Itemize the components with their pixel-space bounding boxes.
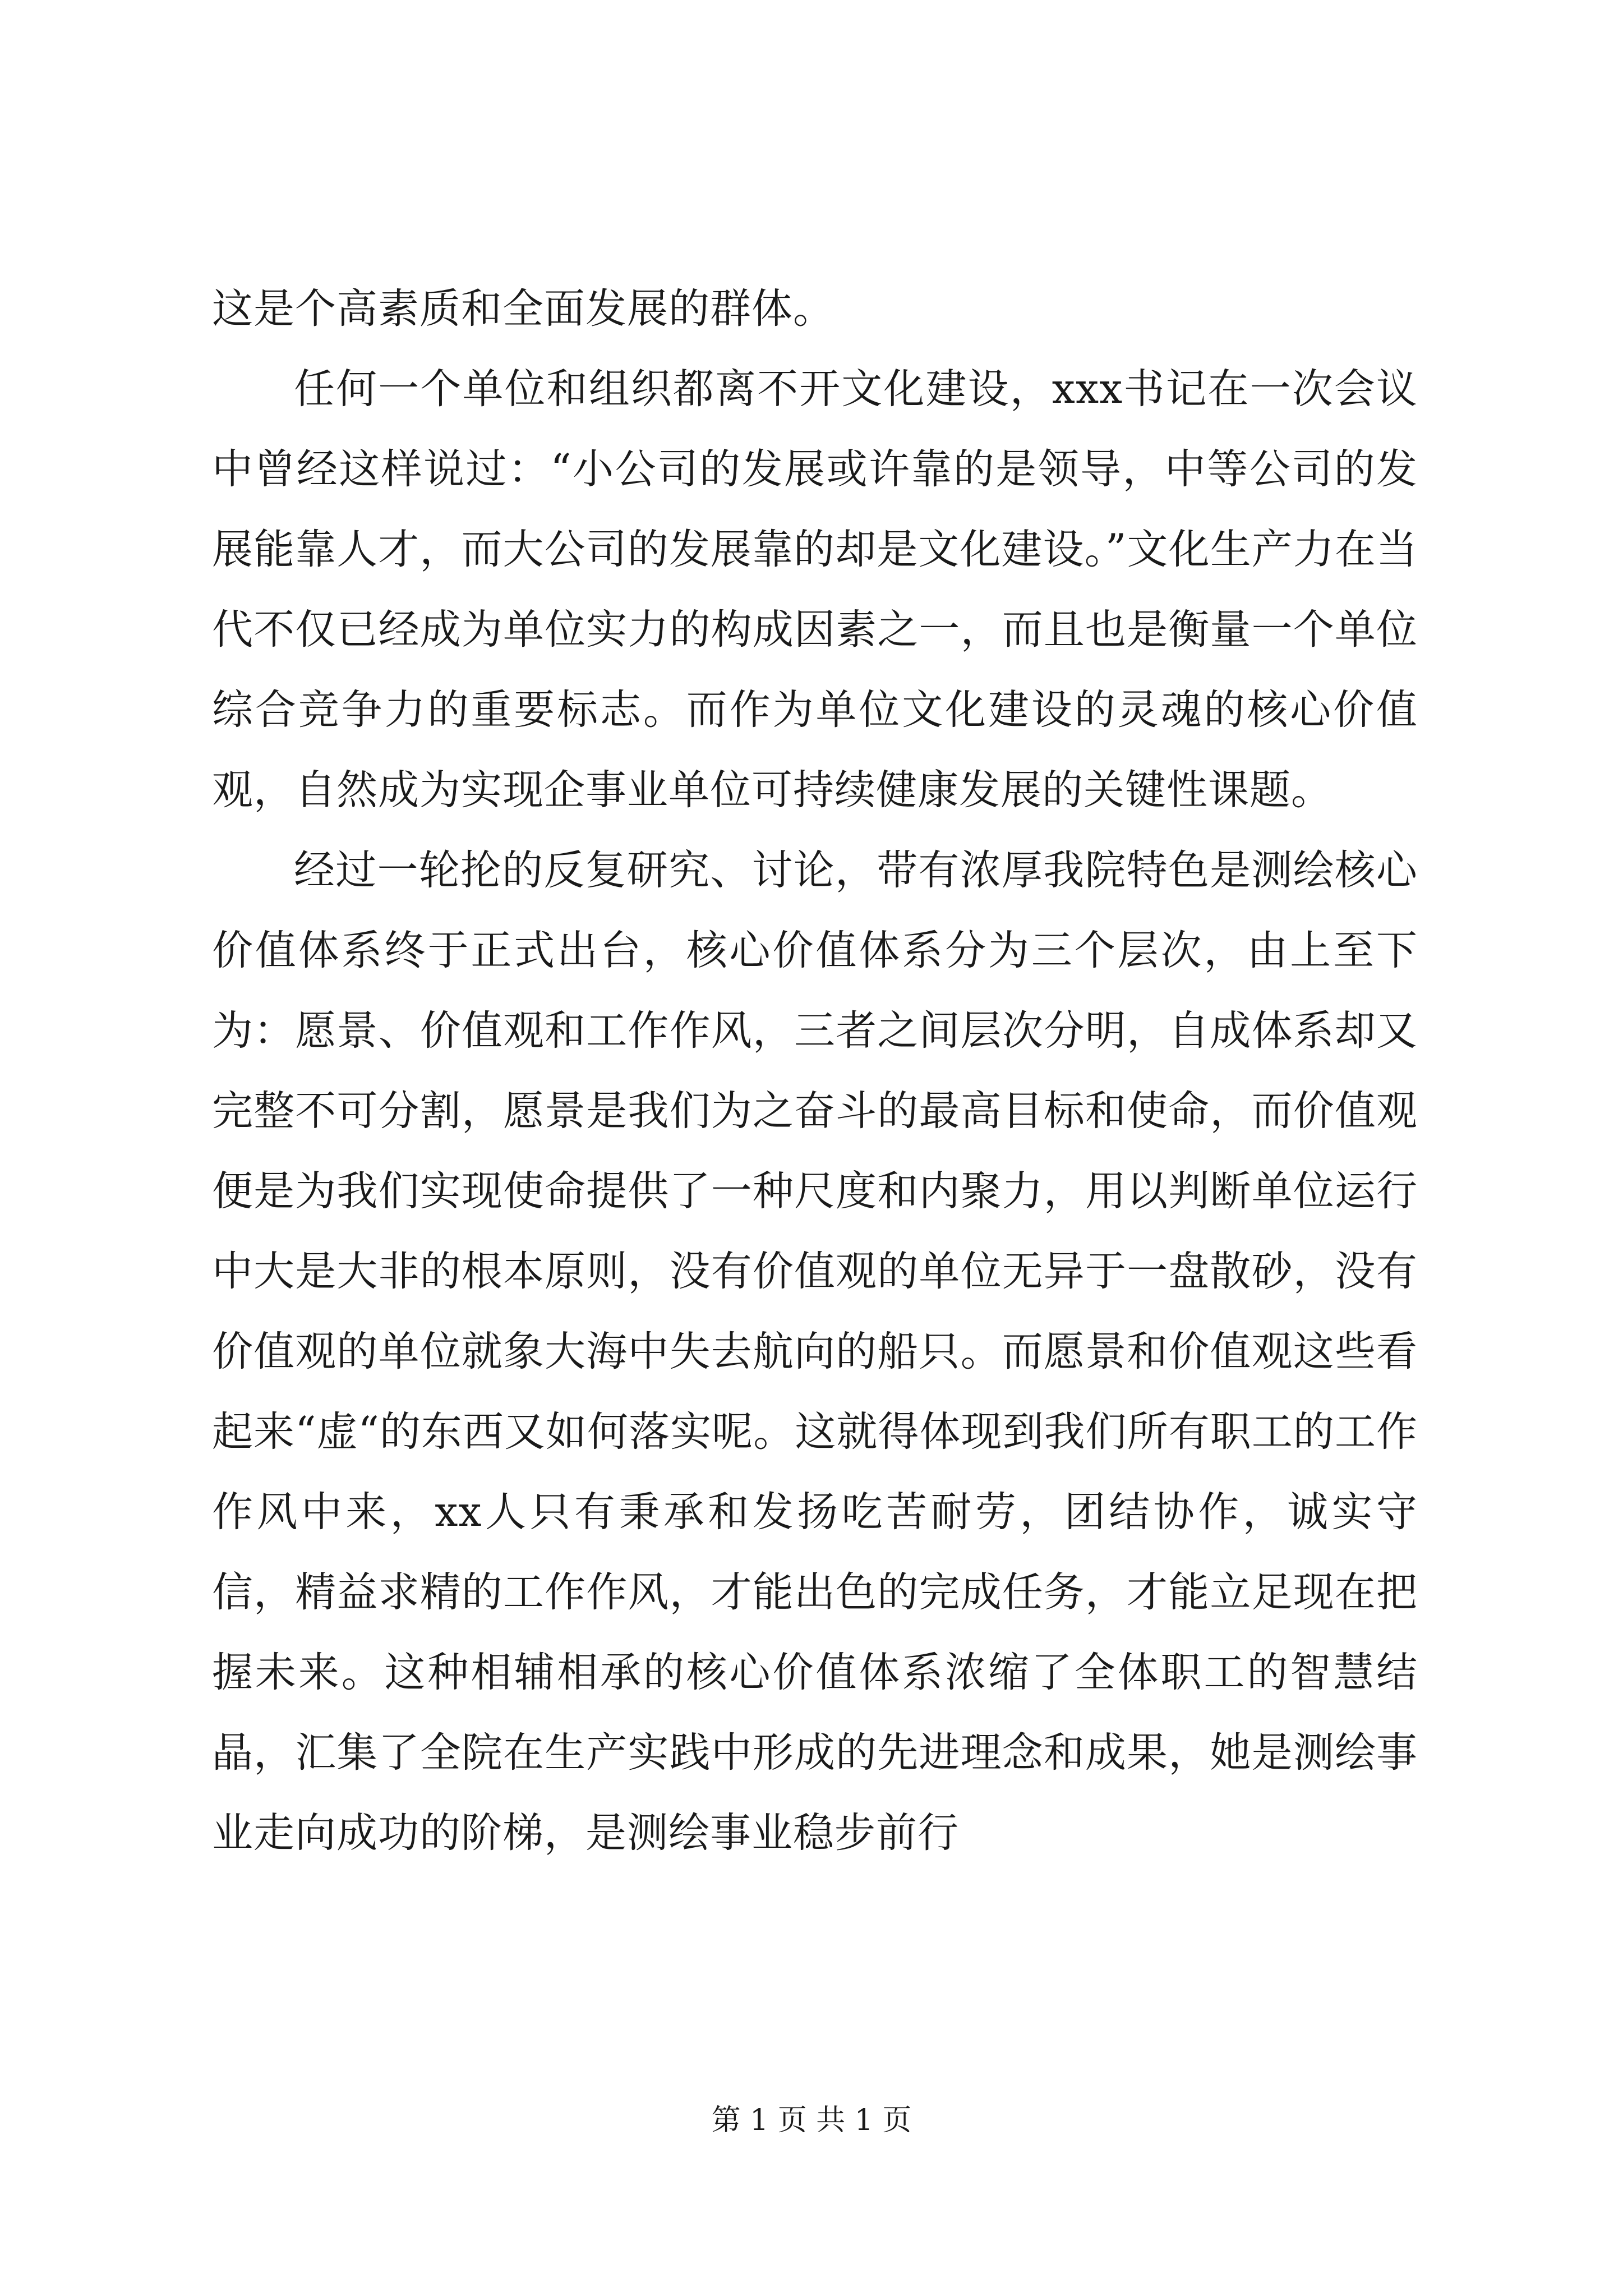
page-footer: 第 1 页 共 1 页 — [711, 2104, 912, 2137]
paragraph-1: 这是个高素质和全面发展的群体。 — [212, 285, 834, 333]
paragraph-3: 经过一轮抡的反复研究、讨论，带有浓厚我院特色是测绘核心价值体系终于正式出台，核心价值体系分为三个层次，由上至下为：愿景、价值观和工作作风，三者之间层次分明，自成体系却又完整不可分割，愿景是我们为之奋斗的最高目标和使命，而价值观便是为我们实现使命提供了一种尺度和内聚力，用以判断单位运行中大是大非的根本原则，没有价值观的单位无异于一盘散砂，没有价值观的单位就象大海中失去航向的船只。而愿景和价值观这些看起来“虚“的东西又如何落实呢。这就得体现到我们所有职工的工作作风中来，xx人只有秉承和发扬吃苦耐劳，团结协作，诚实守信，精益求精的工作作风，才能出色的完成任务，才能立足现在把握未来。这种相辅相承的核心价值体系浓缩了全体职工的智慧结晶，汇集了全院在生产实践中形成的先进理念和成果，她是测绘事业走向成功的阶梯，是测绘事业稳步前行 — [212, 846, 1418, 1857]
paragraph-2: 任何一个单位和组织都离不开文化建设，xxx书记在一次会议中曾经这样说过：“小公司的发展或许靠的是领导，中等公司的发展能靠人才，而大公司的发展靠的却是文化建设。”文化生产力在当代不仅已经成为单位实力的构成因素之一，而且也是衡量一个单位综合竞争力的重要标志。而作为单位文化建设的灵魂的核心价值观，自然成为实现企事业单位可持续健康发展的关键性课题。 — [212, 365, 1418, 814]
document-body — [212, 269, 1418, 1873]
